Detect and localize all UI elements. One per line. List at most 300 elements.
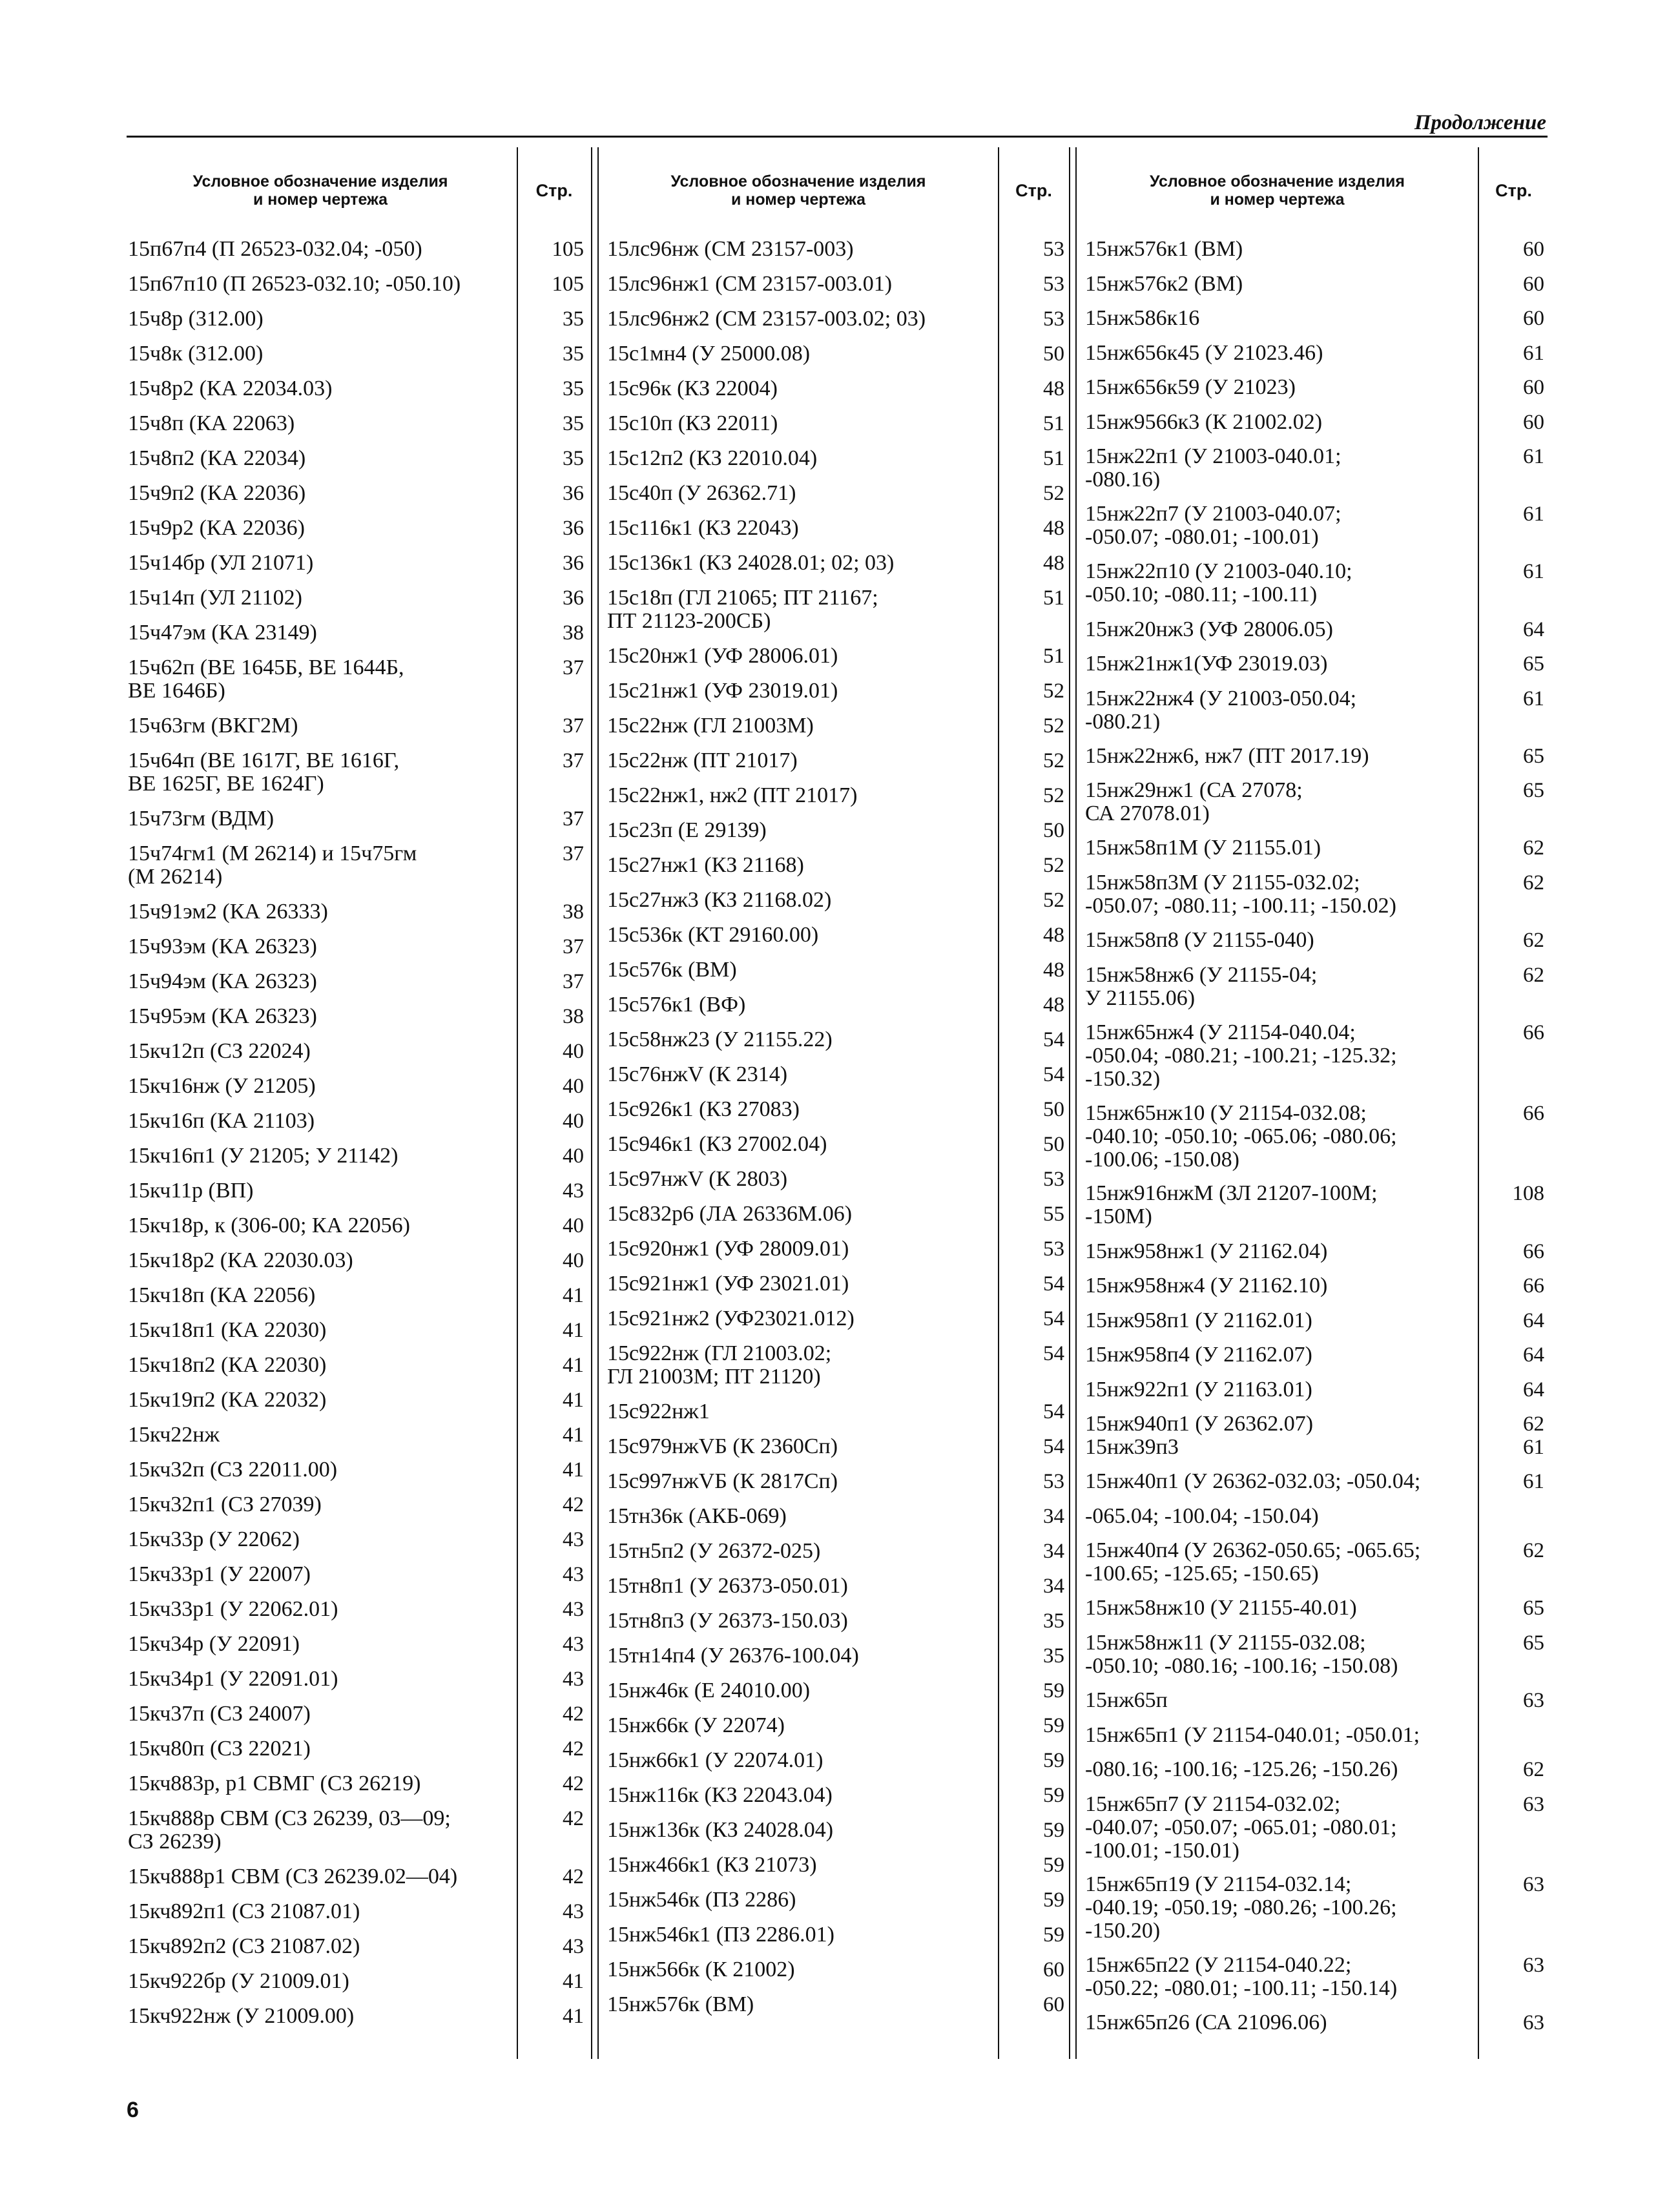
entry-designation: 15нж22п10 (У 21003-040.10; -050.10; -080.11; -100.11) [1085, 559, 1352, 607]
index-entry [128, 1597, 584, 1621]
header-page: Стр. [1015, 181, 1052, 200]
entry-page: 37 [563, 749, 584, 772]
entry-designation: 15ч8к (312.00) [128, 342, 264, 366]
index-entry [1085, 962, 1544, 1010]
index-entry [128, 2004, 584, 2028]
entry-page: 51 [1043, 645, 1064, 668]
entry-page: 60 [1043, 1993, 1064, 2016]
entry-page: 36 [563, 482, 584, 505]
index-entry [1085, 652, 1544, 676]
entry-page: 34 [1043, 1540, 1064, 1563]
entry-designation: 15с922нж1 [607, 1400, 710, 1423]
entry-page: 53 [1043, 238, 1064, 261]
index-entry [128, 1004, 584, 1028]
entry-page: 62 [1523, 871, 1544, 894]
entry-page: 105 [552, 273, 584, 296]
index-entry [128, 377, 584, 400]
entry-designation: 15тн8п1 (У 26373-050.01) [607, 1574, 848, 1598]
entry-page: 54 [1043, 1342, 1064, 1365]
index-entry [128, 1248, 584, 1272]
entry-designation: 15кч18п (КА 22056) [128, 1283, 316, 1307]
entry-page: 43 [563, 1900, 584, 1923]
index-entry [607, 958, 1064, 982]
entry-designation: 15кч33р1 (У 22062.01) [128, 1597, 338, 1621]
index-entry [607, 1341, 1064, 1389]
entry-page: 61 [1523, 687, 1544, 710]
index-entry [128, 586, 584, 610]
entry-designation: 15с926к1 (КЗ 27083) [607, 1097, 800, 1121]
entry-page: 54 [1043, 1435, 1064, 1458]
index-entry [607, 342, 1064, 366]
entry-page: 51 [1043, 586, 1064, 610]
index-entry [607, 749, 1064, 772]
entry-designation: 15кч18п1 (КА 22030) [128, 1318, 327, 1342]
entry-page: 48 [1043, 517, 1064, 540]
index-entry [128, 1283, 584, 1307]
index-entry [607, 714, 1064, 738]
entry-designation: 15кч922нж (У 21009.00) [128, 2004, 355, 2028]
index-entry [128, 1458, 584, 1482]
entry-page: 60 [1523, 307, 1544, 330]
entry-designation: 15кч19п2 (КА 22032) [128, 1388, 327, 1412]
index-entry [607, 783, 1064, 807]
entry-page: 37 [563, 935, 584, 958]
entry-page: 64 [1523, 1343, 1544, 1367]
entry-page: 35 [563, 307, 584, 331]
entry-designation: 15нж466к1 (КЗ 21073) [607, 1853, 817, 1877]
index-entry [607, 888, 1064, 912]
entry-designation: 15нж566к (К 21002) [607, 1958, 795, 1981]
index-entry [1085, 1377, 1544, 1401]
index-entry [607, 1713, 1064, 1737]
entry-designation: 15нж546к (ПЗ 2286) [607, 1888, 796, 1912]
entry-designation: 15ч14бр (УЛ 21071) [128, 551, 314, 575]
entry-designation: 15нж22п7 (У 21003-040.07; -050.07; -080.01; -100.01) [1085, 502, 1341, 550]
index-entry [1085, 1274, 1544, 1298]
index-entry [607, 1992, 1064, 2016]
index-entry [1085, 870, 1544, 918]
column-rule [1069, 147, 1070, 2059]
entry-designation: 15нж58п3М (У 21155-032.02; -050.07; -080.11; -100.11; -150.02) [1085, 870, 1396, 918]
index-entry [607, 1237, 1064, 1261]
index-entry [128, 1214, 584, 1237]
index-entry [607, 1469, 1064, 1493]
entry-designation: 15с946к1 (КЗ 27002.04) [607, 1132, 827, 1156]
entry-page: 108 [1512, 1182, 1544, 1206]
entry-page: 37 [563, 842, 584, 865]
entry-page: 35 [563, 447, 584, 470]
index-entry [1085, 1538, 1544, 1586]
entry-designation: 15с12п2 (КЗ 22010.04) [607, 446, 818, 470]
index-entry [128, 1632, 584, 1656]
index-entry [1085, 409, 1544, 434]
index-entry [128, 551, 584, 575]
index-entry [128, 237, 584, 261]
entry-designation: 15нж22нж6, нж7 (ПТ 2017.19) [1085, 743, 1369, 768]
entry-designation: 15кч32п (СЗ 22011.00) [128, 1458, 338, 1482]
entry-page: 65 [1523, 744, 1544, 768]
entry-designation: 15с22нж (ГЛ 21003М) [607, 714, 814, 738]
entry-page: 40 [563, 1075, 584, 1098]
entry-page: 42 [563, 1737, 584, 1761]
entry-designation: 15кч16п1 (У 21205; У 21142) [128, 1144, 399, 1168]
entry-page: 62 [1523, 963, 1544, 987]
entry-page: 43 [563, 1179, 584, 1203]
entry-page: 37 [563, 656, 584, 679]
entry-page: 63 [1523, 1689, 1544, 1713]
entry-designation: 15ч73гм (ВДМ) [128, 807, 274, 831]
entry-designation: 15тн5п2 (У 26372-025) [607, 1539, 821, 1563]
entry-page: 65 [1523, 1597, 1544, 1620]
index-entry [1085, 1343, 1544, 1367]
entry-designation: 15нж65нж4 (У 21154-040.04; -050.04; -080.21; -100.21; -125.32; -150.32) [1085, 1020, 1397, 1091]
continuation-label: Продолжение [1414, 111, 1546, 134]
index-entry [1085, 1181, 1544, 1229]
entry-page: 59 [1043, 1749, 1064, 1772]
index-entry [128, 1562, 584, 1586]
index-entry [1085, 743, 1544, 768]
entry-page: 40 [563, 1144, 584, 1168]
entry-designation: 15нж21нж1(УФ 23019.03) [1085, 652, 1328, 676]
entry-page: 43 [563, 1598, 584, 1621]
entry-designation: 15кч80п (СЗ 22021) [128, 1737, 311, 1761]
index-entry [607, 993, 1064, 1017]
entry-page: 59 [1043, 1819, 1064, 1842]
entry-page: 41 [563, 1354, 584, 1377]
entry-page: 50 [1043, 342, 1064, 366]
index-entry [607, 411, 1064, 435]
index-entry [1085, 1630, 1544, 1678]
entry-page: 41 [563, 2005, 584, 2028]
entry-page: 66 [1523, 1239, 1544, 1263]
header-page: Стр. [1495, 181, 1532, 200]
entry-designation: 15нж940п1 (У 26362.07) 15нж39п3 [1085, 1412, 1314, 1460]
index-entry [128, 969, 584, 993]
entry-page: 35 [563, 412, 584, 435]
entry-page: 65 [1523, 1631, 1544, 1655]
entry-designation: 15нж958п1 (У 21162.01) [1085, 1308, 1312, 1332]
index-entry [1085, 1757, 1544, 1782]
entry-designation: 15нж22п1 (У 21003-040.01; -080.16) [1085, 444, 1341, 492]
entry-designation: 15нж116к (КЗ 22043.04) [607, 1783, 833, 1807]
entry-designation: 15нж958нж4 (У 21162.10) [1085, 1274, 1328, 1298]
index-entry [1085, 928, 1544, 953]
entry-page: 48 [1043, 552, 1064, 575]
index-entry [607, 818, 1064, 842]
entry-page: 60 [1523, 238, 1544, 261]
entry-designation: 15ч9п2 (КА 22036) [128, 481, 306, 505]
entry-designation: 15ч8п (КА 22063) [128, 411, 295, 435]
entry-page: 48 [1043, 993, 1064, 1017]
entry-page: 52 [1043, 889, 1064, 912]
entry-page: 61 [1523, 1470, 1544, 1494]
index-entry [607, 307, 1064, 331]
index-entry [607, 1167, 1064, 1191]
column-rule [597, 147, 599, 2059]
entry-designation: 15с10п (КЗ 22011) [607, 411, 778, 435]
index-entry [607, 679, 1064, 703]
entry-designation: 15тн36к (АКБ-069) [607, 1504, 787, 1528]
entry-page: 59 [1043, 1923, 1064, 1947]
index-entry [1085, 1239, 1544, 1263]
entry-designation: 15ч95эм (КА 26323) [128, 1004, 317, 1028]
entry-designation: 15нж586к16 [1085, 306, 1200, 330]
index-entry [607, 516, 1064, 540]
index-entry [128, 842, 584, 889]
entry-page: 37 [563, 970, 584, 993]
index-entry [128, 272, 584, 296]
entry-designation: 15с22нж1, нж2 (ПТ 21017) [607, 783, 858, 807]
index-entry [1085, 1688, 1544, 1713]
index-entry [128, 1806, 584, 1854]
entry-page: 36 [563, 586, 584, 610]
index-entry [607, 481, 1064, 505]
entry-designation: 15с536к (КТ 29160.00) [607, 923, 819, 947]
entry-designation: 15ч64п (ВЕ 1617Г, ВЕ 1616Г, ВЕ 1625Г, ВЕ 1624Г) [128, 749, 400, 796]
entry-page: 55 [1043, 1203, 1064, 1226]
entry-designation: 15нж65п7 (У 21154-032.02; -040.07; -050.07; -065.01; -080.01; -100.01; -150.01) [1085, 1792, 1397, 1863]
entry-designation: 15с20нж1 (УФ 28006.01) [607, 644, 838, 668]
column-rule [1478, 147, 1479, 2059]
entry-page: 66 [1523, 1101, 1544, 1125]
entry-page: 34 [1043, 1505, 1064, 1528]
entry-designation: 15ч9р2 (КА 22036) [128, 516, 305, 540]
header-designation: Условное обозначение изделия и номер чертежа [670, 172, 926, 209]
column-rule [517, 147, 518, 2059]
entry-designation: 15с979нжVБ (К 2360Сп) [607, 1434, 838, 1458]
entry-designation: 15с1мн4 (У 25000.08) [607, 342, 811, 366]
header-designation: Условное обозначение изделия и номер чертежа [1150, 172, 1405, 209]
entry-page: 50 [1043, 819, 1064, 842]
index-entry [1085, 2010, 1544, 2035]
index-entry [1085, 271, 1544, 296]
entry-designation: 15кч34р (У 22091) [128, 1632, 300, 1656]
entry-designation: 15нж58нж6 (У 21155-04; У 21155.06) [1085, 962, 1318, 1010]
index-entry [128, 1899, 584, 1923]
index-entry [1085, 1872, 1544, 1943]
index-entry [607, 644, 1064, 668]
index-entry [128, 307, 584, 331]
entry-page: 63 [1523, 1873, 1544, 1897]
entry-designation: -080.16; -100.16; -125.26; -150.26) [1085, 1757, 1398, 1782]
index-entry [607, 1504, 1064, 1528]
index-entry [128, 1423, 584, 1447]
index-entry [1085, 1020, 1544, 1091]
index-entry [128, 1144, 584, 1168]
entry-page: 53 [1043, 1237, 1064, 1261]
index-entry [607, 1609, 1064, 1633]
entry-designation: 15нж65нж10 (У 21154-032.08; -040.10; -050.10; -065.06; -080.06; -100.06; -150.08) [1085, 1101, 1397, 1172]
entry-designation: 15нж9566к3 (К 21002.02) [1085, 409, 1323, 434]
entry-page: 61 [1523, 502, 1544, 526]
entry-designation: 15с921нж1 (УФ 23021.01) [607, 1272, 849, 1296]
entry-designation: 15ч8р2 (КА 22034.03) [128, 377, 333, 400]
entry-designation: 15с922нж (ГЛ 21003.02; ГЛ 21003М; ПТ 21120) [607, 1341, 832, 1389]
entry-page: 52 [1043, 784, 1064, 807]
entry-page: 52 [1043, 482, 1064, 505]
entry-page: 54 [1043, 1272, 1064, 1296]
index-entry [128, 411, 584, 435]
entry-page: 43 [563, 1633, 584, 1656]
entry-designation: 15нж66к (У 22074) [607, 1713, 785, 1737]
index-entry [607, 1028, 1064, 1051]
index-entry [607, 923, 1064, 947]
index-entry [607, 446, 1064, 470]
index-entry [1085, 1792, 1544, 1863]
entry-designation: 15с97нжV (К 2803) [607, 1167, 788, 1191]
index-entry [1085, 1308, 1544, 1332]
entry-page: 62 [1523, 1539, 1544, 1563]
entry-page: 63 [1523, 1792, 1544, 1816]
entry-designation: 15кч34р1 (У 22091.01) [128, 1667, 338, 1691]
entry-page: 37 [563, 714, 584, 738]
index-entry [128, 749, 584, 796]
entry-designation: -065.04; -100.04; -150.04) [1085, 1504, 1319, 1528]
entry-page: 40 [563, 1214, 584, 1237]
index-entry [607, 1097, 1064, 1121]
entry-designation: 15кч892п1 (СЗ 21087.01) [128, 1899, 360, 1923]
entry-page: 36 [563, 517, 584, 540]
entry-designation: 15с832р6 (ЛА 26336М.06) [607, 1202, 853, 1226]
index-entry [607, 1539, 1064, 1563]
entry-designation: 15кч33р (У 22062) [128, 1527, 300, 1551]
entry-page: 40 [563, 1040, 584, 1063]
page-number: 6 [127, 2098, 139, 2122]
entry-designation: 15нж40п4 (У 26362-050.65; -065.65; -100.65; -125.65; -150.65) [1085, 1538, 1421, 1586]
index-entry [1085, 836, 1544, 860]
entry-page: 41 [563, 1458, 584, 1482]
entry-designation: 15нж922п1 (У 21163.01) [1085, 1377, 1312, 1401]
index-entry [607, 1132, 1064, 1156]
entry-page: 50 [1043, 1098, 1064, 1121]
entry-designation: 15с576к1 (ВФ) [607, 993, 746, 1017]
entry-designation: 15нж958нж1 (У 21162.04) [1085, 1239, 1328, 1263]
index-entry [1085, 306, 1544, 330]
entry-page: 62 61 [1523, 1412, 1544, 1460]
header-page: Стр. [535, 181, 573, 200]
entry-page: 37 [563, 807, 584, 831]
index-entry [128, 1865, 584, 1888]
entry-page: 61 [1523, 341, 1544, 365]
entry-page: 43 [563, 1563, 584, 1586]
entry-designation: 15нж65п [1085, 1688, 1168, 1713]
entry-designation: 15нж546к1 (ПЗ 2286.01) [607, 1923, 834, 1947]
index-entry [128, 1737, 584, 1761]
entry-designation: 15нж66к1 (У 22074.01) [607, 1748, 823, 1772]
entry-page: 66 [1523, 1020, 1544, 1044]
entry-designation: 15кч888р СВМ (СЗ 26239, 03—09; СЗ 26239) [128, 1806, 451, 1854]
index-entry [128, 1388, 584, 1412]
entry-designation: 15ч62п (ВЕ 1645Б, ВЕ 1644Б, ВЕ 1646Б) [128, 656, 404, 703]
header-designation: Условное обозначение изделия и номер чертежа [192, 172, 448, 209]
entry-page: 43 [563, 1668, 584, 1691]
entry-page: 35 [563, 377, 584, 400]
entry-designation: 15с997нжVБ (К 2817Сп) [607, 1469, 838, 1493]
entry-page: 60 [1523, 376, 1544, 399]
entry-page: 53 [1043, 307, 1064, 331]
index-entry [128, 342, 584, 366]
entry-page: 42 [563, 1807, 584, 1830]
entry-page: 59 [1043, 1714, 1064, 1737]
index-entry [128, 446, 584, 470]
entry-page: 36 [563, 552, 584, 575]
entry-designation: 15кч12п (СЗ 22024) [128, 1039, 311, 1063]
index-entry [607, 1272, 1064, 1296]
index-entry [607, 1307, 1064, 1330]
entry-designation: 15тн14п4 (У 26376-100.04) [607, 1644, 859, 1668]
entry-designation: 15с76нжV (К 2314) [607, 1062, 788, 1086]
index-entry [1085, 340, 1544, 365]
entry-page: 66 [1523, 1274, 1544, 1298]
entry-designation: 15нж65п1 (У 21154-040.01; -050.01; [1085, 1722, 1420, 1747]
entry-designation: 15кч37п (СЗ 24007) [128, 1702, 311, 1726]
index-entry [128, 1353, 584, 1377]
column-rule [1075, 147, 1077, 2059]
entry-page: 59 [1043, 1679, 1064, 1702]
entry-page: 40 [563, 1110, 584, 1133]
entry-page: 64 [1523, 1308, 1544, 1332]
entry-designation: 15с21нж1 (УФ 23019.01) [607, 679, 838, 703]
entry-page: 60 [1523, 272, 1544, 296]
index-entry [1085, 444, 1544, 492]
index-entry [1085, 1596, 1544, 1620]
entry-designation: 15ч93эм (КА 26323) [128, 935, 317, 958]
entry-page: 61 [1523, 445, 1544, 469]
entry-designation: 15с576к (ВМ) [607, 958, 737, 982]
index-entry [607, 377, 1064, 400]
entry-page: 41 [563, 1423, 584, 1447]
entry-designation: 15с18п (ГЛ 21065; ПТ 21167; ПТ 21123-200СБ) [607, 586, 878, 633]
entry-page: 38 [563, 621, 584, 645]
index-entry [128, 1667, 584, 1691]
entry-designation: 15нж58п8 (У 21155-040) [1085, 928, 1314, 953]
entry-designation: 15лс96нж1 (СМ 23157-003.01) [607, 272, 893, 296]
entry-page: 105 [552, 238, 584, 261]
entry-designation: 15нж576к2 (ВМ) [1085, 271, 1243, 296]
entry-page: 34 [1043, 1575, 1064, 1598]
index-entry [128, 481, 584, 505]
entry-page: 63 [1523, 2011, 1544, 2035]
entry-page: 65 [1523, 779, 1544, 803]
entry-page: 51 [1043, 447, 1064, 470]
entry-page: 59 [1043, 1888, 1064, 1912]
index-entry [128, 1527, 584, 1551]
entry-page: 65 [1523, 652, 1544, 676]
entry-designation: 15кч16нж (У 21205) [128, 1074, 316, 1098]
index-entry [607, 1679, 1064, 1702]
entry-page: 42 [563, 1493, 584, 1516]
column-rule [998, 147, 999, 2059]
index-entry [128, 1493, 584, 1516]
entry-designation: 15кч892п2 (СЗ 21087.02) [128, 1934, 360, 1958]
index-entry [607, 1434, 1064, 1458]
entry-page: 64 [1523, 1378, 1544, 1401]
entry-page: 53 [1043, 273, 1064, 296]
index-entry [607, 1748, 1064, 1772]
entry-designation: 15нж22нж4 (У 21003-050.04; -080.21) [1085, 686, 1357, 734]
index-entry [1085, 1505, 1476, 1528]
entry-designation: 15с58нж23 (У 21155.22) [607, 1028, 833, 1051]
index-entry [128, 1039, 584, 1063]
index-entry [1085, 686, 1544, 734]
index-entry [607, 1923, 1064, 1947]
entry-designation: 15кч18р2 (КА 22030.03) [128, 1248, 353, 1272]
entry-page: 59 [1043, 1784, 1064, 1807]
entry-page: 42 [563, 1772, 584, 1795]
entry-page: 35 [1043, 1644, 1064, 1668]
entry-page: 54 [1043, 1400, 1064, 1423]
entry-page: 52 [1043, 749, 1064, 772]
